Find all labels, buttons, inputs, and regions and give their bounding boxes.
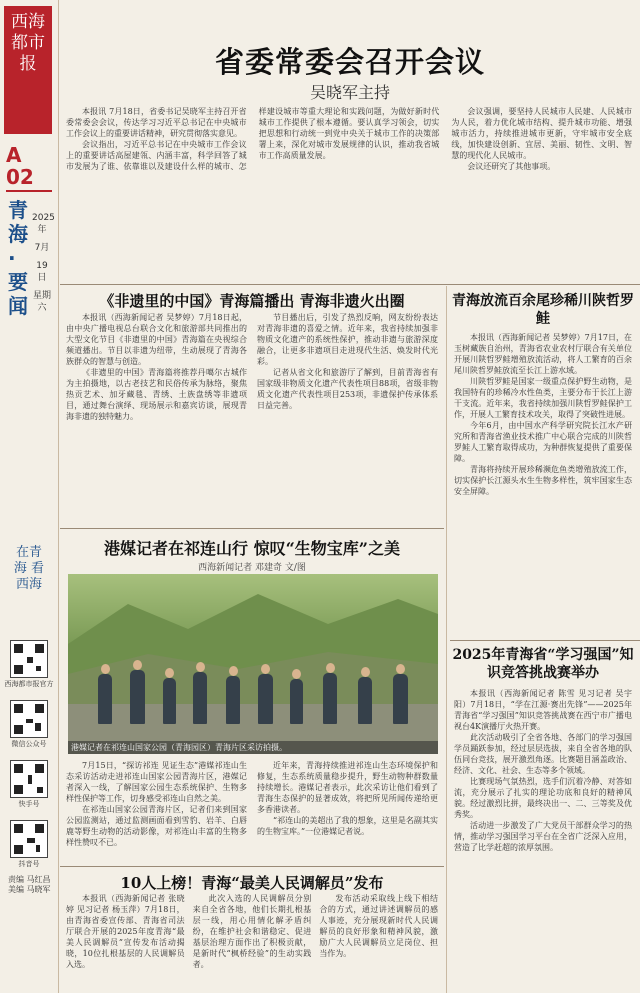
reporters-body [66,760,438,860]
mediators-title: 10人上榜！青海“最美人民调解员”发布 [120,874,384,892]
newspaper-logo [4,6,52,134]
paragraph: 活动进一步激发了广大党员干部群众学习的热情，推动学习强国学习平台在全省广泛深入应用，营造了比学赶超的浓厚氛围。 [454,821,632,852]
section-rule [60,866,444,867]
person-figure [163,678,176,724]
paragraph: 节目播出后，引发了热烈反响，网友纷纷表达对青海非遗的喜爱之情。近年来，我省持续加强非物质文化遗产的系统性保护，推动非遗与旅游深度融合，让更多非遗项目走进现代生活、焕发时代光彩。 [257,313,438,366]
paragraph: “祁连山的美超出了我的想象，这里是名副其实的生物宝库。”一位港媒记者说。 [257,816,438,836]
qr-code-icon[interactable] [10,700,48,738]
reporters-photo [68,574,438,754]
person-figure [290,679,303,724]
person-head [165,668,174,678]
paragraph: 青海将持续开展珍稀濒危鱼类增殖放流工作，切实保护长江源头水生生物多样性，筑牢国家生态安全屏障。 [454,465,632,496]
fish-title: 青海放流百余尾珍稀川陕哲罗鲑 [452,293,634,327]
person-figure [323,673,337,724]
contest-body [454,688,632,988]
person-figure [258,674,273,724]
paragraph: 《非遗里的中国》青海篇将推荐丹噶尔古城作为主拍摄地，以古老技艺和民俗传承为脉络，聚焦热贡艺术、加牙藏毯、青绣、土族盘绣等非遗项目，通过舞台演绎、现场展示和嘉宾访谈，展现青海非遗的独特魅力。 [66,368,247,421]
paragraph: 此次入选的人民调解员分别来自全省各地，他们长期扎根基层一线，用心用情化解矛盾纠纷，在维护社会和谐稳定、促进基层治理方面作出了积极贡献，是新时代“枫桥经验”的生动实践者。 [192,894,312,969]
column-divider [446,286,447,993]
heritage-title: 《非遗里的中国》青海篇播出 青海非遗火出圈 [99,292,405,310]
person-head [361,667,370,677]
paragraph: 7月15日，“探访祁连 见证生态”港媒祁连山生态采访活动走进祁连山国家公园青海片区，港媒记者深入一线，了解国家公园生态系统保护、生物多样性保护等工作，切身感受祁连山自然之美。 [66,761,247,803]
column-divider [58,0,59,993]
page-number-block [6,144,52,194]
paragraph: 会议强调，要坚持人民城市人民建、人民城市为人民，着力优化城市结构、提升城市功能、增强城市活力，持续推进城市更新，守牢城市安全底线，加快建设创新、宜居、美丽、韧性、文明、智慧的现代化人民城市。 [451,107,632,160]
section-rule [450,640,640,641]
heritage-body [66,312,438,522]
section-rule [60,528,444,529]
lead-subhead: 吴晓军主持 [309,83,390,102]
paragraph: 本报讯（西海新闻记者 张晓婷 见习记者 杨玉萍）7月18日，由青海省委宣传部、青海省司法厅联合开展的2025年度青海“最美人民调解员”宣传发布活动揭晓，10位扎根基层的人民调解员入选。 [66,894,185,969]
person-head [196,662,205,672]
lead-headline: 省委常委会召开会议 [214,45,485,79]
qr-code-icon[interactable] [10,640,48,678]
person-figure [130,670,145,724]
section-rule [60,284,640,285]
reporters-byline: 西海新闻记者 邓建奇 文/图 [198,563,306,573]
person-head [229,666,238,676]
paragraph: 记者从省文化和旅游厅了解到，目前青海省有国家级非物质文化遗产代表性项目88项，省级非物质文化遗产代表性项目253项，非遗保护传承体系日益完善。 [257,368,438,410]
masthead-column [0,0,58,993]
fish-body [454,332,632,632]
person-figure [226,676,240,724]
paragraph: 今年6月，由中国水产科学研究院长江水产研究所和青海省渔业技术推广中心联合完成的川陕哲罗鲑人工繁育取得成功，为种群恢复提供了重要保障。 [454,421,632,463]
issue-date [32,212,55,314]
person-figure [358,677,372,724]
date-weekday: 星期六 [32,291,51,313]
qr-code-icon[interactable] [10,820,48,858]
page-num: 02 [6,165,34,189]
person-figure [98,674,112,724]
paragraph: 在祁连山国家公园青海片区，记者们来到国家公园监测站，通过监测画面看到雪豹、岩羊、白唇鹿等野生动物的活动影像，对祁连山丰富的生物多样性赞叹不已。 [66,805,247,847]
mountain-landscape [68,574,438,754]
person-head [101,664,110,674]
slogan: 在青海 看西海 [13,545,45,592]
person-figure [393,674,408,724]
date-month: 7月 [34,243,50,253]
qr-label: 西海都市报官方 [4,680,54,688]
paragraph: 比赛现场气氛热烈，选手们沉着冷静、对答如流，充分展示了扎实的理论功底和良好的精神风貌。经过激烈比拼，最终决出一、二、三等奖及优秀奖。 [454,777,632,819]
paragraph: 会议指出，习近平总书记在中央城市工作会议上的重要讲话高屋建瓴、内涵丰富，科学回答了城市发展为了谁、依靠谁以及建设什么样的城市、怎样建设城市等重大理论和实践问题，为做好新时代城市工作提供了根本遵循。要认真学习领会，切实把思想和行动统一到党中央关于城市工作的决策部署上来，深化对城市发展规律的认识，推动我省城市工作高质量发展。 [66,107,440,171]
person-head [326,663,335,673]
paragraph: 发布活动采取线上线下相结合的方式，通过讲述调解员的感人事迹，充分展现新时代人民调解员的良好形象和精神风貌，激励广大人民调解员立足岗位、担当作为。 [319,894,438,958]
date-day: 19日 [36,261,48,283]
qr-label: 微信公众号 [11,740,47,748]
photo-caption: 港媒记者在祁连山国家公园（青海园区）青海片区采访拍摄。 [68,741,438,754]
mediators-body [66,893,438,989]
page-rule [6,190,52,192]
paragraph: 会议还研究了其他事项。 [467,162,556,171]
paragraph: 本报讯（西海新闻记者 吴梦婷）7月17日，在玉树藏族自治州，青海省农业农村厅联合有关单位开展川陕哲罗鲑增殖放流活动，将人工繁育的百余尾川陕哲罗鲑放流至长江上游水域。 [454,333,632,375]
logo-text: 西海都市报 [11,12,45,74]
paragraph: 此次活动吸引了全省各地、各部门的学习强国学员踊跃参加，经过层层选拔，来自全省各地的队伍同台竞技，展开激烈角逐。比赛题目涵盖政治、经济、文化、社会、生态等多个领域。 [454,733,632,775]
qr-code-icon[interactable] [10,760,48,798]
section-title: 青海·要闻 [8,198,28,318]
paragraph: 本报讯（西海新闻记者 陈雪 见习记者 吴宇阳）7月18日，“学在江源·赛出先锋”——2025年青海省“学习强国”知识竞答挑战赛在西宁市广播电视台4K演播厅火热开赛。 [454,689,632,731]
page-number [6,144,52,188]
person-head [261,664,270,674]
lead-body [66,106,632,278]
qr-label: 快手号 [18,800,40,808]
editor-credits: 责编 马红昌 美编 马晓军 [8,875,51,894]
paragraph: 近年来，青海持续推进祁连山生态环境保护和修复，生态系统质量稳步提升，野生动物种群数量持续增长。港媒记者表示，此次采访让他们看到了青海生态保护的显著成效，将把所见所闻传递给更多香港读者。 [257,761,438,814]
paragraph: 本报讯 7月18日，省委书记吴晓军主持召开省委常委会会议，传达学习习近平总书记在中央城市工作会议上的重要讲话精神，研究贯彻落实意见。 [66,107,247,138]
paragraph: 川陕哲罗鲑是国家一级重点保护野生动物，是我国特有的珍稀冷水性鱼类，主要分布于长江上游干支流。近年来，我省持续加强川陕哲罗鲑保护工作，开展人工繁育技术攻关，取得了突破性进展。 [454,377,632,419]
person-figure [193,672,207,724]
contest-title: 2025年青海省“学习强国”知识竞答挑战赛举办 [452,647,634,681]
reporters-title: 港媒记者在祁连山行 惊叹“生物宝库”之美 [104,539,400,558]
person-head [396,664,405,674]
person-head [292,669,301,679]
paragraph: 本报讯（西海新闻记者 吴梦婷）7月18日起，由中央广播电视总台联合文化和旅游部共同推出的大型文化节目《非遗里的中国》青海篇在央视综合频道播出。节目以非遗为纽带，生动展现了青海各族群众的智慧与创造。 [66,313,247,366]
person-head [133,660,142,670]
date-year: 2025年 [32,213,55,235]
qr-label: 抖音号 [18,860,40,868]
page-label: A [6,143,22,167]
